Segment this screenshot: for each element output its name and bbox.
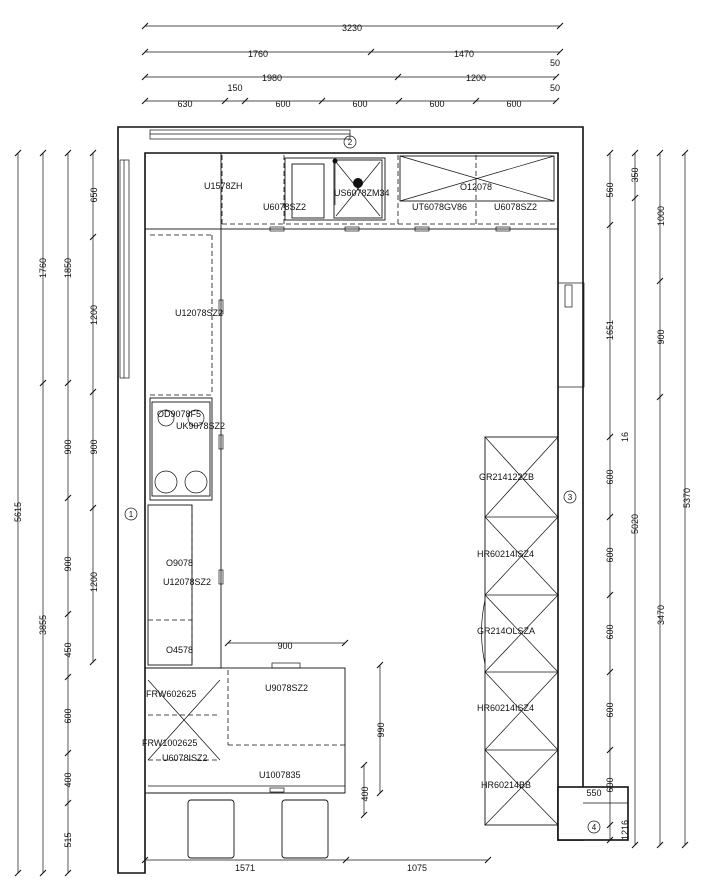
dim-right-col3: 5020 — [630, 513, 640, 535]
unit-label: FRW602625 — [146, 689, 197, 699]
unit-label: O12078 — [460, 182, 493, 192]
dim-island: 990 — [376, 722, 386, 738]
unit-label: HR60214ISZ4 — [477, 549, 535, 559]
unit-label: HR60214ISZ4 — [477, 703, 535, 713]
unit-label: OD9078F5 — [157, 409, 202, 419]
wall-marker-label: 3 — [567, 493, 573, 502]
unit-label: U1578ZH — [204, 181, 243, 191]
dim-top-row4: 630 — [177, 99, 193, 109]
unit-label: U12078SZ2 — [175, 308, 224, 318]
dim-top-row4: 600 — [352, 99, 368, 109]
unit-label: U6078SZ2 — [263, 202, 307, 212]
dim-left-col2: 1760 — [38, 257, 48, 279]
dim-left-col4: 650 — [89, 187, 99, 203]
dim-left-col3: 515 — [63, 832, 73, 848]
dim-right-col4: 1651 — [605, 319, 615, 341]
wall-marker-label: 1 — [128, 510, 134, 519]
dim-left-total: 5615 — [13, 501, 23, 523]
dim-top-total: 3230 — [341, 23, 363, 33]
dim-top-row3: 1200 — [465, 73, 487, 83]
dim-left-col3: 400 — [63, 772, 73, 788]
dim-top-row4: 150 — [227, 83, 243, 93]
dim-right-return: 550 — [586, 788, 602, 798]
unit-label: U6078ISZ2 — [162, 753, 208, 763]
unit-label: U1007835 — [259, 770, 301, 780]
dim-top-row2: 1760 — [247, 49, 269, 59]
dim-left-col4: 1200 — [89, 304, 99, 326]
dim-right-total: 5370 — [682, 487, 692, 509]
wall-marker-label: 2 — [347, 138, 353, 147]
dim-top-row3: 1980 — [261, 73, 283, 83]
unit-label: UT6078GV86 — [412, 202, 468, 212]
dim-bottom: 1571 — [234, 863, 256, 873]
dim-island: 400 — [360, 786, 370, 802]
dim-left-col3: 450 — [63, 642, 73, 658]
dim-right-col4: 600 — [605, 777, 615, 793]
unit-label: U6078SZ2 — [494, 202, 538, 212]
unit-label: GR214OLSZA — [477, 626, 536, 636]
burner-icon — [155, 471, 177, 493]
unit-label: US6078ZM34 — [334, 188, 390, 198]
dim-right-col2: 1000 — [656, 205, 666, 227]
sink-drain-icon — [353, 178, 363, 188]
dim-top-row3: 50 — [549, 83, 561, 93]
dim-island: 900 — [277, 641, 293, 651]
dim-right-col4: 600 — [605, 624, 615, 640]
dim-right-col2: 900 — [656, 329, 666, 345]
dim-left-col4: 900 — [89, 439, 99, 455]
dim-right-col2: 3470 — [656, 604, 666, 626]
unit-label: UK9078SZ2 — [176, 421, 226, 431]
dim-left-col3: 900 — [63, 556, 73, 572]
dim-left-col3: 600 — [63, 708, 73, 724]
dim-right-col4: 560 — [605, 182, 615, 198]
dim-top-row4: 600 — [275, 99, 291, 109]
dim-left-col3: 900 — [63, 439, 73, 455]
bar-stool — [188, 800, 234, 858]
unit-label: GR214122ZB — [479, 472, 535, 482]
dim-right-col4: 600 — [605, 469, 615, 485]
dim-right-col4: 600 — [605, 547, 615, 563]
wall-marker-label: 4 — [591, 823, 597, 832]
dim-left-col2: 3855 — [38, 614, 48, 636]
burner-icon — [185, 471, 207, 493]
unit-label: U12078SZ2 — [163, 577, 212, 587]
dim-right-col4: 600 — [605, 702, 615, 718]
dim-right-col3: 350 — [630, 167, 640, 183]
dim-left-col4: 1200 — [89, 571, 99, 593]
dim-right-col4: 16 — [620, 431, 630, 443]
unit-label: HR60214BB — [481, 780, 532, 790]
dim-bottom: 1075 — [406, 863, 428, 873]
dim-top-row4: 600 — [506, 99, 522, 109]
dim-left-col3: 1850 — [63, 257, 73, 279]
unit-label: U9078SZ2 — [265, 683, 309, 693]
unit-label: FRW1002625 — [142, 738, 198, 748]
windows — [120, 130, 584, 387]
unit-label: O9078 — [166, 558, 194, 568]
dim-right-col4: 1216 — [620, 819, 630, 841]
dim-top-row2: 50 — [549, 58, 561, 68]
unit-labels — [142, 181, 537, 790]
bar-stool — [282, 800, 328, 858]
unit-label: O4578 — [166, 645, 194, 655]
dim-top-row4: 600 — [429, 99, 445, 109]
dim-top-row2: 1470 — [453, 49, 475, 59]
